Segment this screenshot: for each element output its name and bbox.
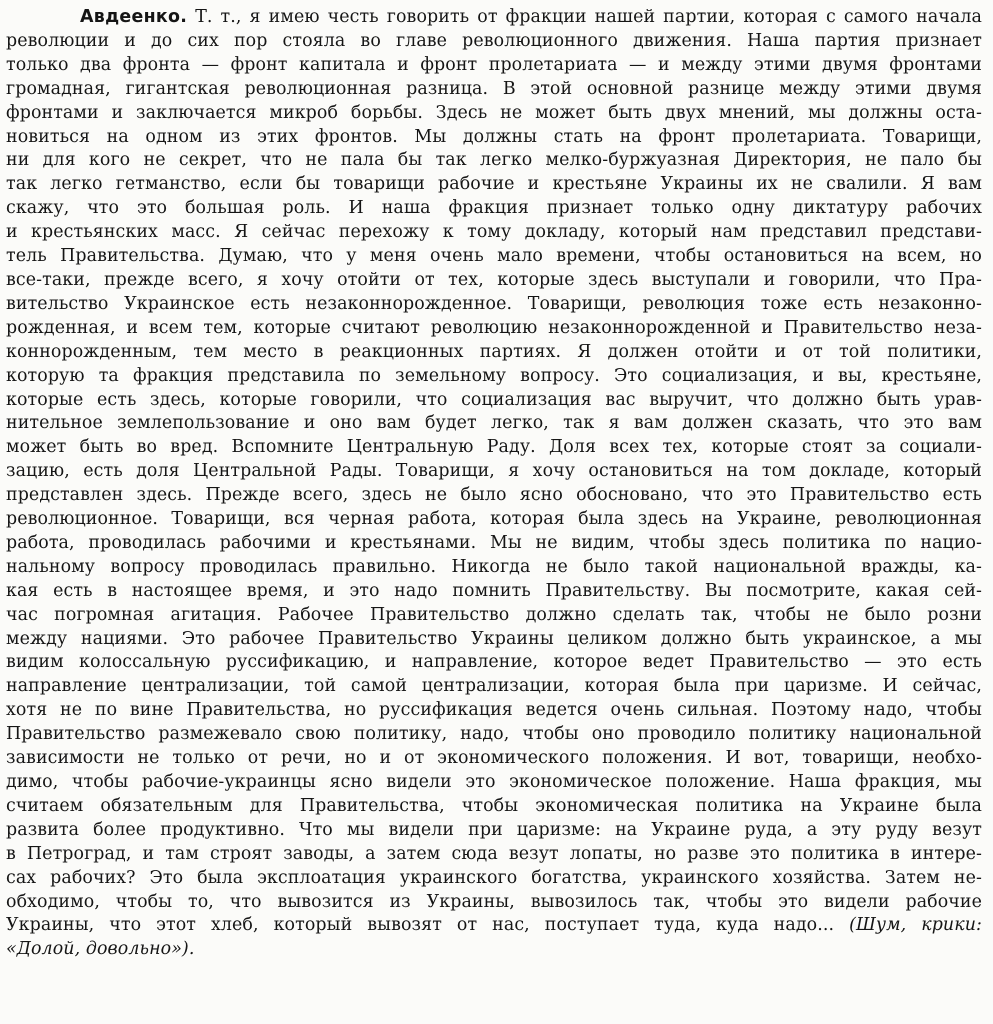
- text-line: коннорожденным, тем место в реакционных партиях. Я должен отойти и от той политики,: [6, 341, 982, 362]
- text-line: Украины, что этот хлеб, который вывозят от нас, поступает туда, куда надо... (Шум, крики:: [6, 915, 982, 936]
- text-line: громадная, гигантская революционная разница. В этой основной разнице между этими двумя: [6, 78, 982, 99]
- speaker-name: Авдеенко.: [80, 7, 188, 27]
- text-line: и крестьянских масс. Я сейчас перехожу к тому докладу, который нам представил представи-: [6, 222, 982, 243]
- text-line: сах рабочих? Это была эксплоатация украинского богатства, украинского хозяйства. Затем не-: [6, 867, 982, 888]
- text-line: [6, 938, 982, 962]
- text-line: фронтами и заключается микроб борьбы. Здесь не может быть двух мнений, мы должны оста-: [6, 102, 982, 123]
- stage-remark: (Шум, крики:: [849, 915, 982, 936]
- text-line: тель Правительства. Думаю, что у меня очень мало времени, чтобы остановиться на всем, но: [6, 246, 982, 267]
- text-line: так легко гетманство, если бы товарищи рабочие и крестьяне Украины их не свалили. Я вам: [6, 174, 982, 195]
- stage-remark-end: «Долой, довольно»).: [6, 939, 195, 960]
- text-line: видим колоссальную руссификацию, и направление, которое ведет Правительство — это есть: [6, 652, 982, 673]
- text-line: которую та фракция представила по земельному вопросу. Это социализация, и вы, крестьяне,: [6, 365, 982, 386]
- text-line: все-таки, прежде всего, я хочу отойти от тех, которые здесь выступали и говорили, что Пра-: [6, 269, 982, 290]
- text-line: может быть во вред. Вспомните Центральную Раду. Доля всех тех, которые стоят за социали-: [6, 437, 982, 458]
- text-line: ни для кого не секрет, что не пала бы так легко мелко-буржуазная Директория, не пало бы: [6, 150, 982, 171]
- text-line: обходимо, чтобы то, что вывозится из Украины, вывозилось так, чтобы это видели рабочие: [6, 891, 982, 912]
- text-line: димо, чтобы рабочие-украинцы ясно видели это экономическое положение. Наша фракция, мы: [6, 772, 982, 792]
- text-line: работа, проводилась рабочими и крестьянами. Мы не видим, чтобы здесь политика по нацио-: [6, 532, 982, 553]
- text-line: считаем обязательным для Правительства, чтобы экономическая политика на Украине была: [6, 795, 982, 816]
- text-line: представлен здесь. Прежде всего, здесь не было ясно обосновано, что это Правительство есть: [6, 485, 982, 506]
- speech-paragraph: [6, 6, 982, 962]
- text-line: направление централизации, той самой централизации, которая была при царизме. И сейчас,: [6, 676, 982, 697]
- text-line: зацию, есть доля Центральной Рады. Товарищи, я хочу остановиться на том докладе, который: [6, 461, 982, 482]
- text-line: хотя не по вине Правительства, но руссификация ведется очень сильная. Поэтому надо, чтобы: [6, 700, 982, 721]
- text-line: только два фронта — фронт капитала и фронт пролетариата — и между этими двумя фронтами: [6, 54, 982, 75]
- text-line: вительство Украинское есть незаконнорожденное. Товарищи, революция тоже есть незаконно-: [6, 293, 982, 314]
- text-line: новиться на одном из этих фронтов. Мы должны стать на фронт пролетариата. Товарищи,: [6, 126, 982, 147]
- text-line: нительное землепользование и оно вам будет легко, так я вам должен сказать, что это вам: [6, 413, 982, 434]
- text-line: революционное. Товарищи, вся черная работа, которая была здесь на Украине, революционная: [6, 509, 982, 530]
- text-line: зависимости не только от речи, но и от экономического положения. И вот, товарищи, необхо-: [6, 748, 982, 769]
- text-line: развита более продуктивно. Что мы видели при царизме: на Украине руда, а эту руду везут: [6, 819, 982, 840]
- text-line: между нациями. Это рабочее Правительство Украины целиком должно быть украинское, а мы: [6, 628, 982, 649]
- text-line: рожденная, и всем тем, которые считают революцию незаконнорожденной и Правительство неза-: [6, 317, 982, 338]
- text-line: кая есть в настоящее время, и это надо помнить Правительству. Вы посмотрите, какая сей-: [6, 580, 982, 601]
- text-line: Правительство размежевало свою политику, надо, чтобы оно проводило политику национальной: [6, 724, 982, 745]
- text-line: скажу, что это большая роль. И наша фракция признает только одну диктатуру рабочих: [6, 198, 982, 219]
- text-line: Авдеенко. Т. т., я имею честь говорить от фракции нашей партии, которая с самого начала: [80, 7, 982, 27]
- text-line: в Петроград, и там строят заводы, а затем сюда везут лопаты, но разве это политика в интере-: [6, 843, 982, 864]
- text-line: революции и до сих пор стояла во главе революционного движения. Наша партия признает: [6, 30, 982, 51]
- text-line: которые есть здесь, которые говорили, что социализация вас выручит, что должно быть урав-: [6, 389, 982, 410]
- text-line: час погромная агитация. Рабочее Правительство должно сделать так, чтобы не было розни: [6, 604, 982, 625]
- text-line: нальному вопросу проводилась правильно. Никогда не было такой национальной вражды, ка-: [6, 556, 982, 577]
